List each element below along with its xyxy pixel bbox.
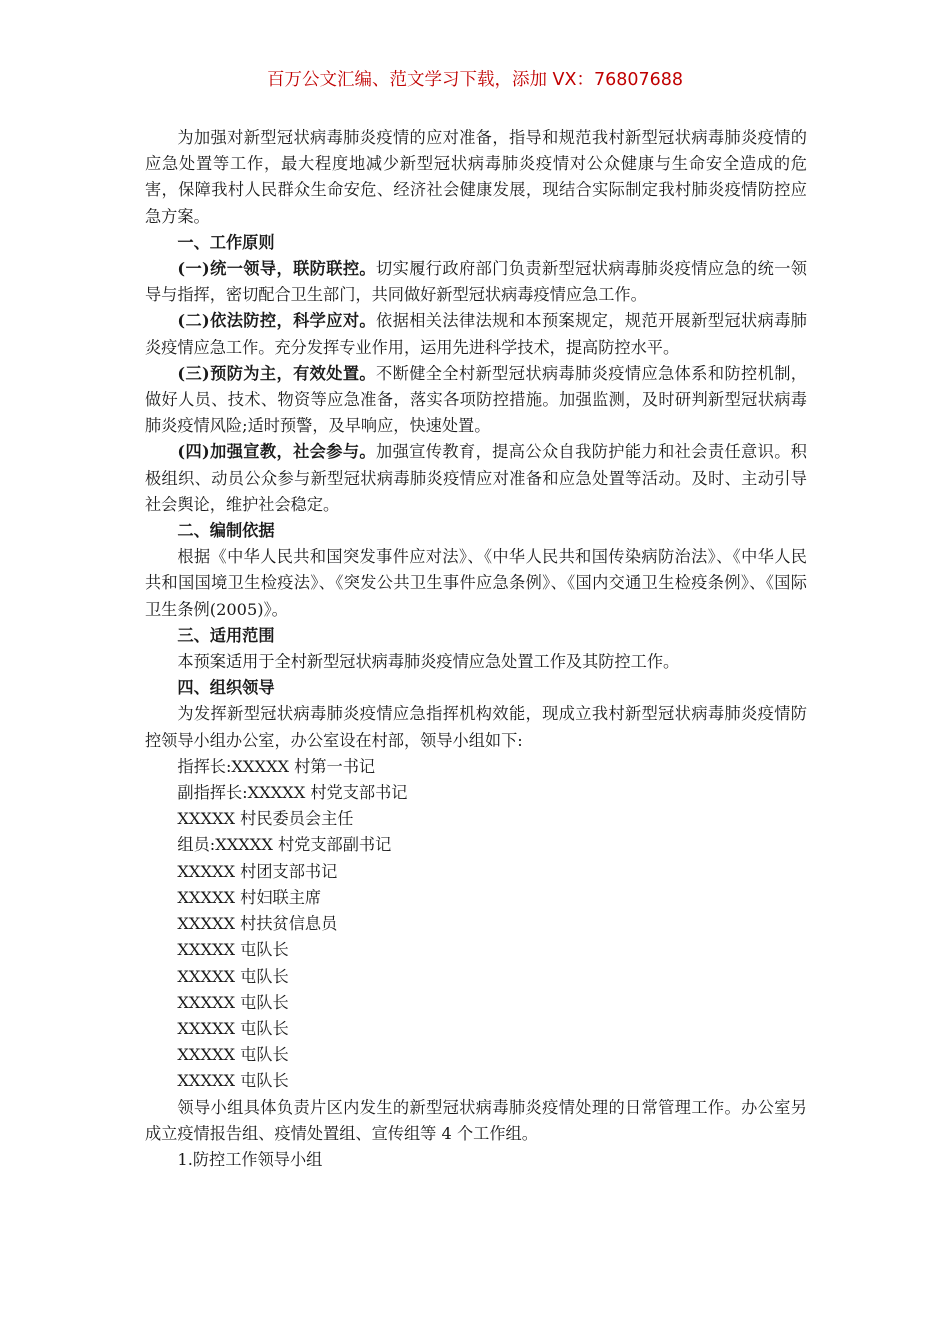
principle-lead: (一)统一领导，联防联控。 <box>177 259 377 279</box>
principle-text: 加强宣传教育，提高公众自我防护能力和社会责任意识。积极组织、动员公众参与新型冠状病毒肺炎疫情应对准备和应急处置等活动。及时、主动引导社会舆论，维护社会稳定。 <box>145 442 807 514</box>
principle-lead: (四)加强宣教，社会参与。 <box>177 442 377 462</box>
principle-text: 不断健全全村新型冠状病毒肺炎疫情应急体系和防控机制，做好人员、技术、物资等应急准备，落实各项防控措施。加强监测，及时研判新型冠状病毒肺炎疫情风险;适时预警，及早响应，快速处置。 <box>145 363 807 436</box>
organization-intro: 为发挥新型冠状病毒肺炎疫情应急指挥机构效能，现成立我村新型冠状病毒肺炎疫情防控领导小组办公室，办公室设在村部，领导小组如下: <box>145 704 807 750</box>
member-line: 组员:XXXXX 村党支部副书记 <box>177 835 392 855</box>
intro-paragraph: 为加强对新型冠状病毒肺炎疫情的应对准备，指导和规范我村新型冠状病毒肺炎疫情的应急处置等工作，最大程度地减少新型冠状病毒肺炎疫情对公众健康与生命安全造成的危害，保障我村人民群众生命安危、经济社会健康发展，现结合实际制定我村肺炎疫情防控应急方案。 <box>145 128 807 226</box>
principle-lead: (三)预防为主，有效处置。 <box>177 363 377 383</box>
principle-paragraph <box>145 308 807 360</box>
section-heading-basis: 二、编制依据 <box>177 521 275 541</box>
principle-lead: (二)依法防控，科学应对。 <box>177 311 377 331</box>
member-line: XXXXX 屯队长 <box>177 1045 289 1065</box>
member-line: XXXXX 村团支部书记 <box>177 861 338 881</box>
section-heading-principles: 一、工作原则 <box>177 232 275 252</box>
header-banner: 百万公文汇编、范文学习下载，添加 VX：76807688 <box>266 70 684 90</box>
principle-paragraph <box>145 256 807 308</box>
member-line: 指挥长:XXXXX 村第一书记 <box>177 756 376 776</box>
member-line: XXXXX 屯队长 <box>177 966 289 986</box>
member-line: XXXXX 村民委员会主任 <box>177 809 354 829</box>
member-line: XXXXX 屯队长 <box>177 1018 289 1038</box>
member-line: XXXXX 屯队长 <box>177 992 289 1012</box>
scope-paragraph: 本预案适用于全村新型冠状病毒肺炎疫情应急处置工作及其防控工作。 <box>177 652 680 672</box>
principle-text: 依据相关法律法规和本预案规定，规范开展新型冠状病毒肺炎疫情应急工作。充分发挥专业作用，运用先进科学技术，提高防控水平。 <box>145 311 807 357</box>
document-body <box>145 125 807 1173</box>
section-heading-scope: 三、适用范围 <box>177 625 275 645</box>
member-line: XXXXX 屯队长 <box>177 1071 289 1091</box>
principle-text: 切实履行政府部门负责新型冠状病毒肺炎疫情应急的统一领导与指挥，密切配合卫生部门，共同做好新型冠状病毒疫情应急工作。 <box>145 259 807 305</box>
basis-paragraph: 根据《中华人民共和国突发事件应对法》、《中华人民共和国传染病防治法》、《中华人民共和国国境卫生检疫法》、《突发公共卫生事件应急条例》、《国内交通卫生检疫条例》、《国际卫生条例(2005)》。 <box>145 547 807 619</box>
principle-paragraph <box>145 361 807 440</box>
principle-paragraph <box>145 439 807 518</box>
section-heading-organization: 四、组织领导 <box>177 678 275 698</box>
member-line: 副指挥长:XXXXX 村党支部书记 <box>177 783 408 803</box>
member-line: XXXXX 村扶贫信息员 <box>177 914 338 934</box>
organization-closing: 领导小组具体负责片区内发生的新型冠状病毒肺炎疫情处理的日常管理工作。办公室另成立疫情报告组、疫情处置组、宣传组等 4 个工作组。 <box>145 1097 807 1143</box>
subsection-title: 1.防控工作领导小组 <box>177 1149 323 1169</box>
member-line: XXXXX 村妇联主席 <box>177 887 322 907</box>
member-line: XXXXX 屯队长 <box>177 940 289 960</box>
